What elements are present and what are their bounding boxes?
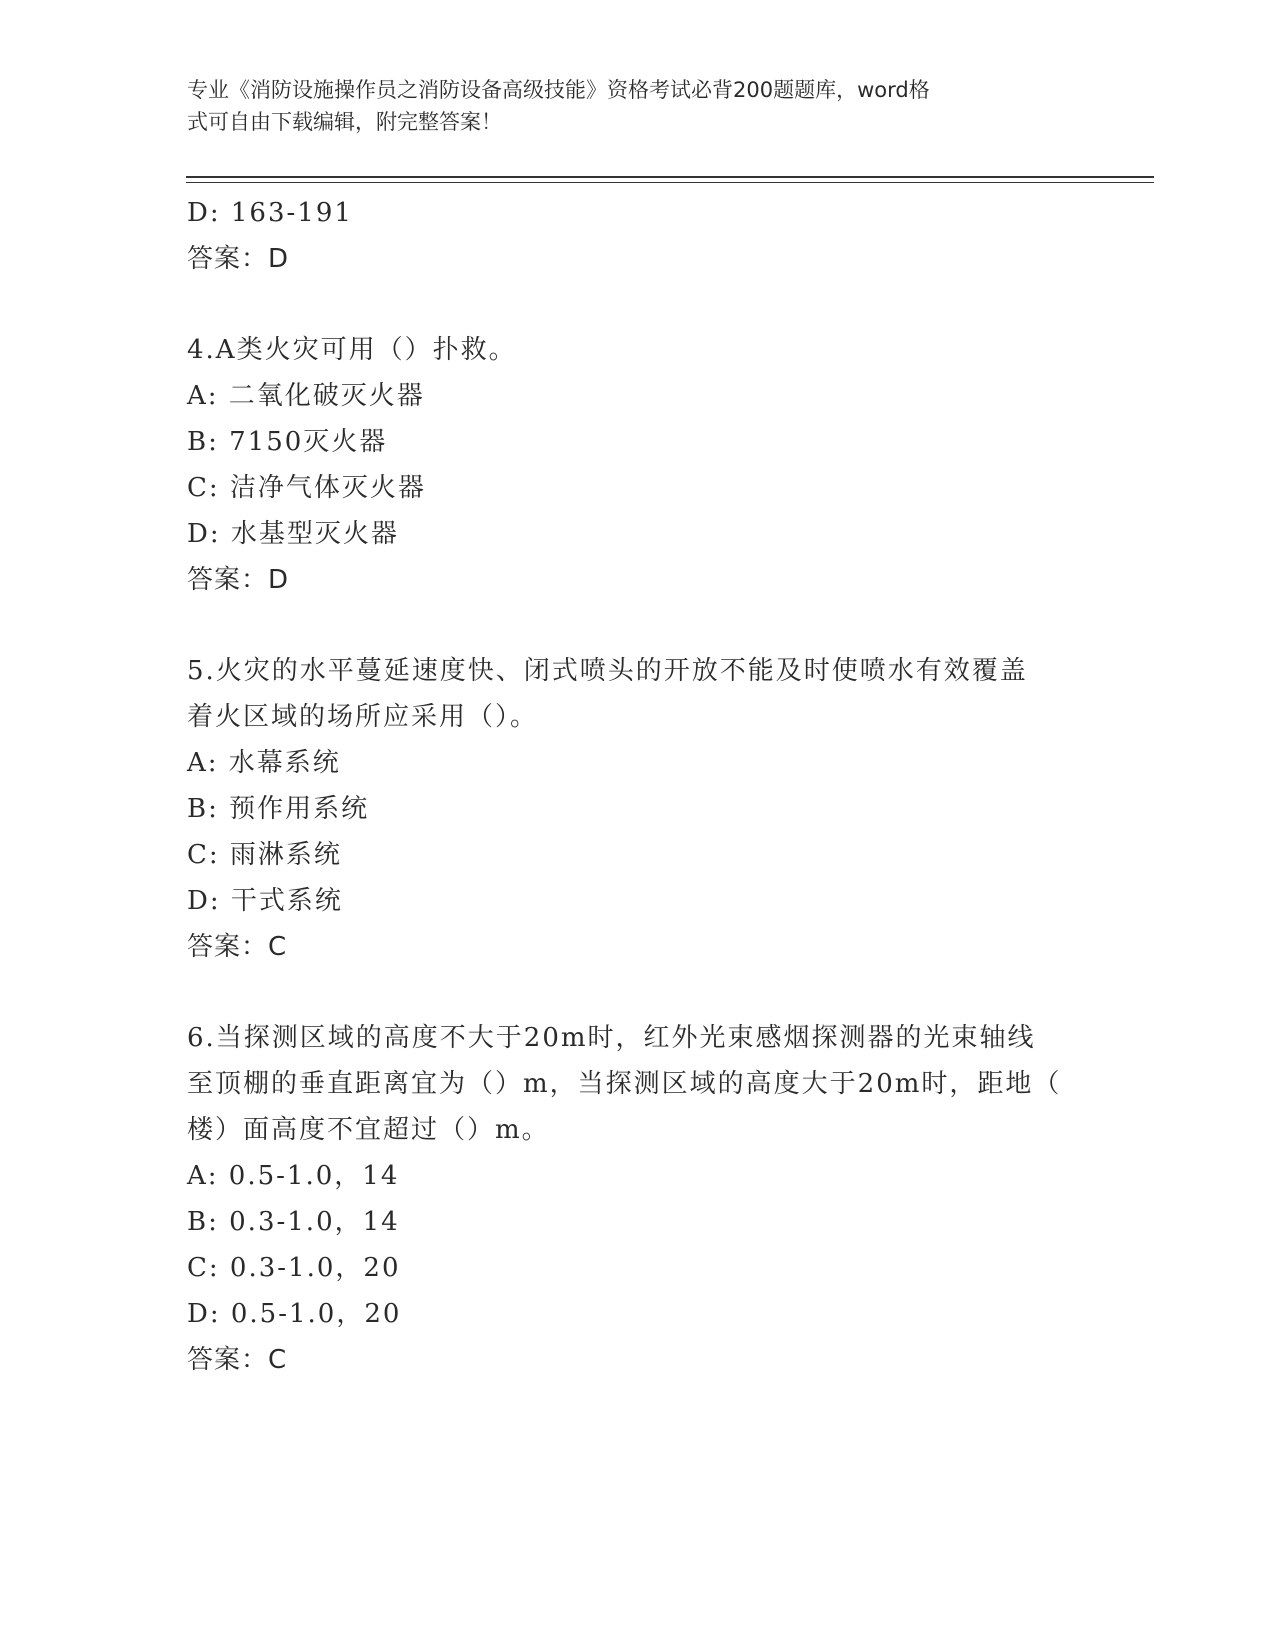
question-6 — [187, 1015, 1087, 1383]
question-5 — [187, 648, 1087, 970]
stem-line: 至顶棚的垂直距离宜为（）m，当探测区域的高度大于20m时，距地（ — [187, 1069, 1062, 1099]
question-stem — [187, 648, 1087, 740]
header-line-1: 专业《消防设施操作员之消防设备高级技能》资格考试必背200题题库，word格 — [187, 78, 930, 102]
question-stem — [187, 327, 1087, 373]
option-c: C: 0.3-1.0，20 — [187, 1253, 401, 1283]
option-b: B: 7150灭火器 — [187, 427, 388, 457]
stem-line: 4.A类火灾可用（）扑救。 — [187, 335, 517, 365]
stem-line: 楼）面高度不宜超过（）m。 — [187, 1115, 550, 1145]
document-header — [187, 74, 1067, 138]
option-d: D: 水基型灭火器 — [187, 519, 399, 549]
question-4 — [187, 327, 1087, 603]
spacer — [187, 603, 1087, 648]
option-b: B: 预作用系统 — [187, 794, 370, 824]
option-a: A: 水幕系统 — [187, 748, 341, 778]
option-d: D: 0.5-1.0，20 — [187, 1299, 402, 1329]
option-a: A: 二氧化破灭火器 — [187, 381, 425, 411]
header-line-2: 式可自由下载编辑，附完整答案！ — [187, 110, 502, 134]
header-divider-thin — [186, 182, 1154, 183]
stem-line: 着火区域的场所应采用（）。 — [187, 702, 539, 732]
option-c: C: 雨淋系统 — [187, 840, 342, 870]
answer: 答案：C — [187, 1345, 288, 1375]
spacer — [187, 970, 1087, 1015]
question-list — [187, 190, 1087, 1383]
stem-line: 5.火灾的水平蔓延速度快、闭式喷头的开放不能及时使喷水有效覆盖 — [187, 656, 1028, 686]
question-3-continued — [187, 190, 1087, 282]
option-d: D: 干式系统 — [187, 886, 343, 916]
option-c: C: 洁净气体灭火器 — [187, 473, 426, 503]
answer: 答案：C — [187, 932, 288, 962]
spacer — [187, 282, 1087, 327]
question-stem — [187, 1015, 1087, 1153]
option-b: B: 0.3-1.0，14 — [187, 1207, 400, 1237]
option-a: A: 0.5-1.0，14 — [187, 1161, 400, 1191]
answer: 答案：D — [187, 244, 290, 274]
header-divider-thick — [186, 176, 1154, 178]
answer: 答案：D — [187, 565, 290, 595]
option-d: D: 163-191 — [187, 198, 353, 228]
stem-line: 6.当探测区域的高度不大于20m时，红外光束感烟探测器的光束轴线 — [187, 1023, 1036, 1053]
